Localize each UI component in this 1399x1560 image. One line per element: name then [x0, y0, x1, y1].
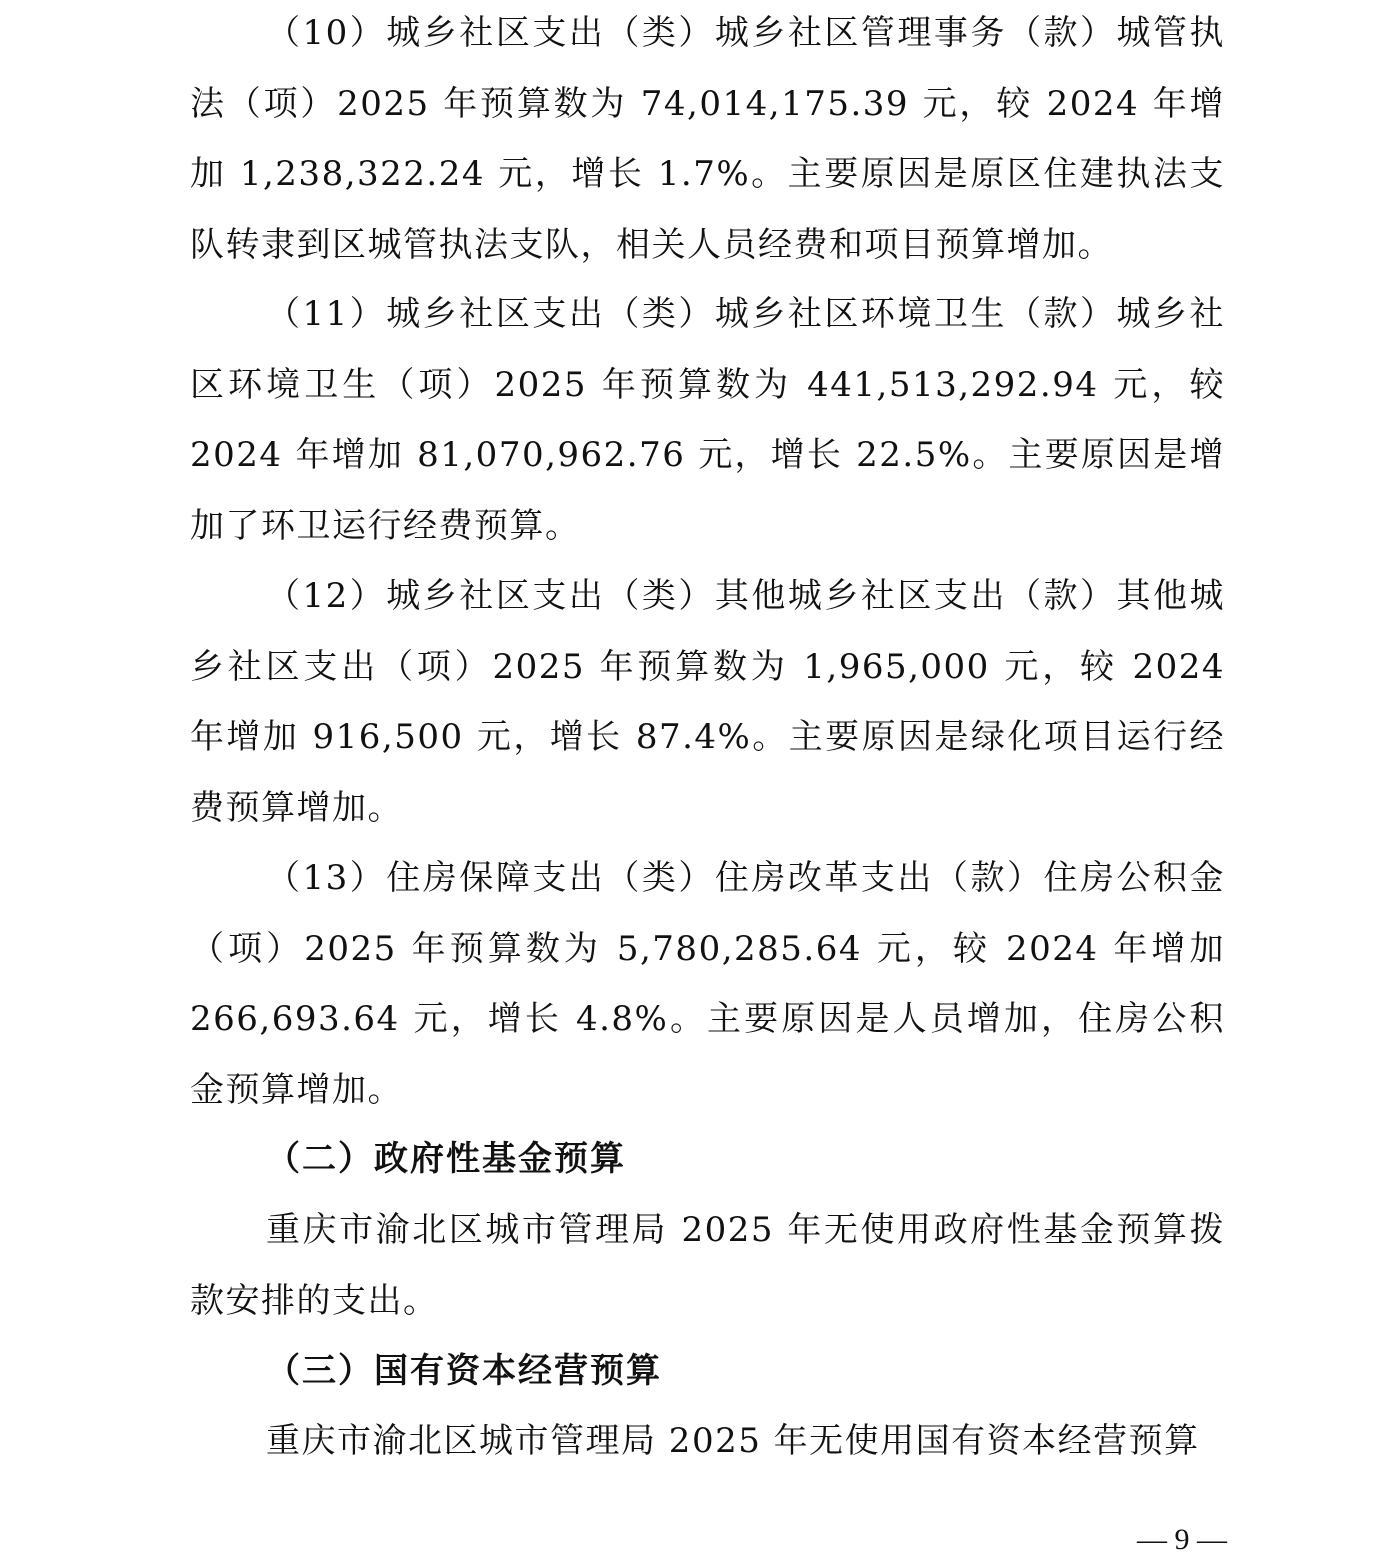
section-heading-state-capital: （三）国有资本经营预算: [266, 1351, 662, 1391]
paragraph-12: （12）城乡社区支出（类）其他城乡社区支出（款）其他城乡社区支出（项）2025 年预算数为 1,965,000 元，较 2024 年增加 916,500 元，增长 87.4%。主要原因是绿化项目运行经费预算增加。: [190, 576, 1225, 828]
paragraph-gov-fund: 重庆市渝北区城市管理局 2025 年无使用政府性基金预算拨款安排的支出。: [190, 1210, 1225, 1321]
section-heading-gov-fund: （二）政府性基金预算: [266, 1139, 626, 1179]
page-number: — 9 —: [1137, 1523, 1227, 1556]
paragraph-13: （13）住房保障支出（类）住房改革支出（款）住房公积金（项）2025 年预算数为 5,780,285.64 元，较 2024 年增加 266,693.64 元，增长 4.8%。主要原因是人员增加，住房公积金预算增加。: [190, 858, 1225, 1110]
paragraph-11: （11）城乡社区支出（类）城乡社区环境卫生（款）城乡社区环境卫生（项）2025 年预算数为 441,513,292.94 元，较 2024 年增加 81,070,962.76 元，增长 22.5%。主要原因是增加了环卫运行经费预算。: [190, 294, 1225, 546]
paragraph-10: （10）城乡社区支出（类）城乡社区管理事务（款）城管执法（项）2025 年预算数为 74,014,175.39 元，较 2024 年增加 1,238,322.24 元，增长 1.7%。主要原因是原区住建执法支队转隶到区城管执法支队，相关人员经费和项目预算增加。: [190, 13, 1225, 265]
paragraph-state-capital: 重庆市渝北区城市管理局 2025 年无使用国有资本经营预算: [266, 1421, 1200, 1461]
